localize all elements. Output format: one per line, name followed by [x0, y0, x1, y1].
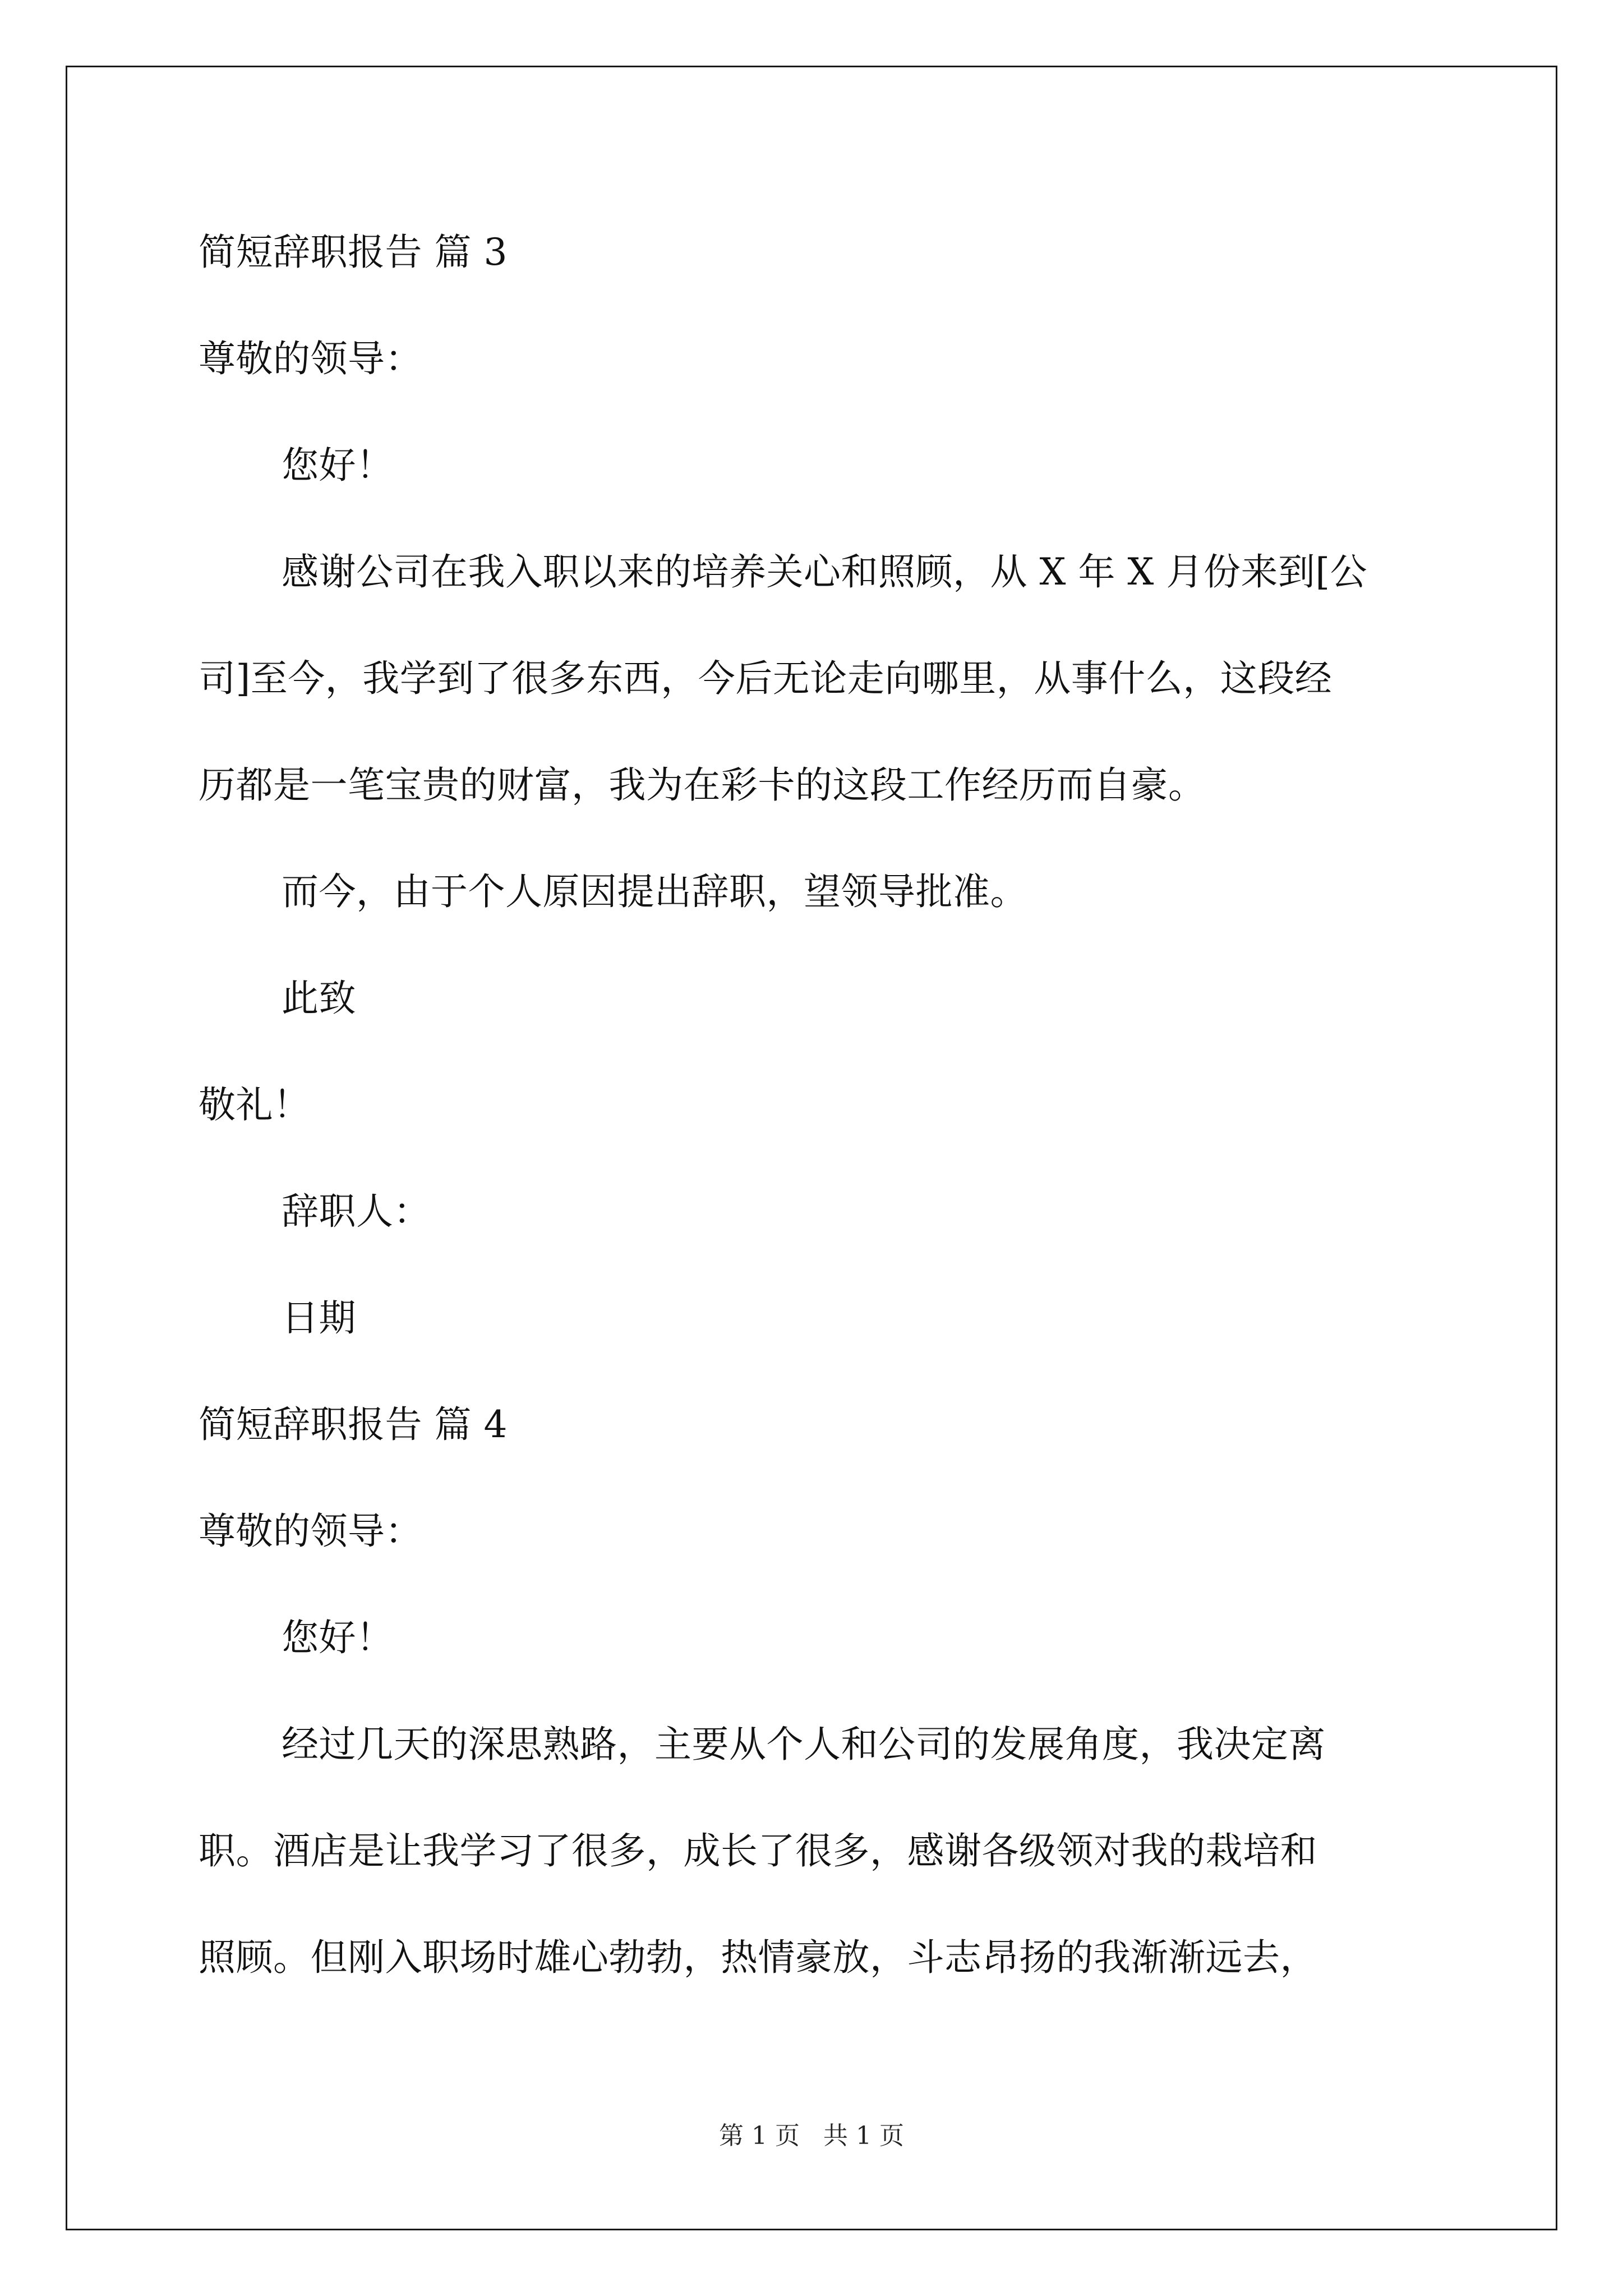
body-paragraph-line: 而今，由于个人原因提出辞职，望领导批准。: [282, 870, 1027, 913]
closing-salute: 敬礼！: [199, 1083, 311, 1126]
greeting: 您好！: [282, 1616, 394, 1659]
section-title-4: 简短辞职报告 篇 4: [199, 1403, 508, 1446]
closing-line: 此致: [282, 977, 356, 1020]
body-paragraph-line: 历都是一笔宝贵的财富，我为在彩卡的这段工作经历而自豪。: [199, 763, 1206, 807]
body-paragraph-line: 感谢公司在我入职以来的培养关心和照顾，从 X 年 X 月份来到[公: [282, 550, 1368, 593]
greeting: 您好！: [282, 444, 394, 487]
page-footer: [0, 2120, 1623, 2152]
salutation: 尊敬的领导：: [199, 337, 422, 380]
body-paragraph-line: 司]至今，我学到了很多东西，今后无论走向哪里，从事什么，这段经: [199, 657, 1332, 700]
body-paragraph-line: 职。酒店是让我学习了很多，成长了很多，感谢各级领对我的栽培和: [199, 1829, 1317, 1872]
section-title-3: 简短辞职报告 篇 3: [199, 231, 508, 274]
body-paragraph-line: 照顾。但刚入职场时雄心勃勃，热情豪放，斗志昂扬的我渐渐远去，: [199, 1936, 1317, 1979]
signer-label: 辞职人：: [282, 1190, 431, 1233]
page-total: 共 1 页: [823, 2122, 904, 2150]
date-label: 日期: [282, 1296, 356, 1340]
salutation: 尊敬的领导：: [199, 1510, 422, 1553]
page-border: [66, 66, 1557, 2230]
body-paragraph-line: 经过几天的深思熟路，主要从个人和公司的发展角度，我决定离: [282, 1723, 1326, 1766]
page-number: 第 1 页: [719, 2122, 800, 2150]
